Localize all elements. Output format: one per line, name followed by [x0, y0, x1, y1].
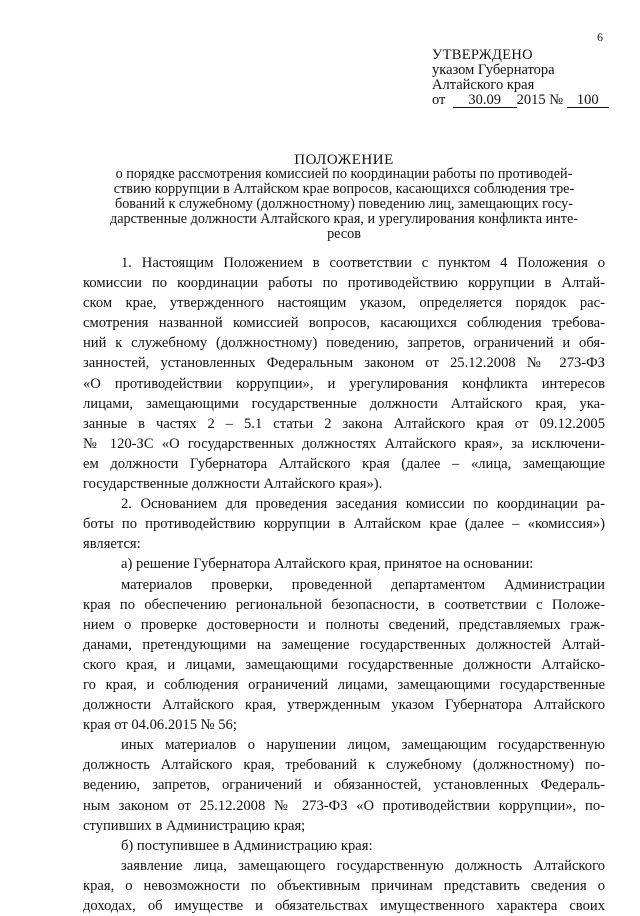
subtitle-line: ствию коррупции в Алтайском крае вопросов, касающихся соблюдения тре- — [113, 181, 575, 197]
approval-line-1: указом Губернатора — [432, 62, 555, 78]
approval-year: 2015 № — [516, 92, 564, 108]
body-text-line: занностей, установленных Федеральным законом от 25.12.2008 № 273-ФЗ — [83, 355, 605, 372]
page-number: 6 — [597, 30, 603, 44]
approval-number: 100 — [567, 94, 609, 108]
subtitle-line: ресов — [327, 226, 361, 242]
body-text-line: иных материалов о нарушении лицом, замещающим государственную — [121, 737, 605, 754]
body-text-line: ем должности Губернатора Алтайского края (далее – «лица, замещающие — [83, 455, 605, 472]
document-title: ПОЛОЖЕНИЕ — [294, 152, 394, 168]
body-text-line: данами, претендующими на замещение государственных должностей Алтай- — [83, 636, 605, 653]
body-text-line: должности Алтайского края, утвержденным указом Губернатора Алтайского — [83, 697, 605, 714]
approval-title: УТВЕРЖДЕНО — [432, 47, 533, 63]
body-text-line: № 120-ЗС «О государственных должностях Алтайского края», за исключени- — [83, 435, 605, 452]
body-text-line: ний к служебному (должностному) поведению, запретов, ограничений и обя- — [83, 335, 605, 352]
approval-stamp — [432, 48, 609, 108]
body-text-line: ского края, и лицами, замещающими государственные должности Алтайско- — [83, 656, 605, 673]
subtitle-line: о порядке рассмотрения комиссией по координации работы по противодей- — [115, 166, 573, 182]
body-text-line: края от 04.06.2015 № 56; — [83, 717, 237, 734]
approval-line-2: Алтайского края — [432, 77, 535, 93]
body-text-line: а) решение Губернатора Алтайского края, принятое на основании: — [121, 556, 534, 573]
body-text-line: материалов проверки, проведенной департаментом Администрации — [121, 576, 605, 593]
body-text-line: ным законом от 25.12.2008 № 273-ФЗ «О противодействии коррупции», по- — [83, 797, 605, 814]
approval-date: 30.09 — [453, 94, 517, 108]
body-text-line: должность Алтайского края, требований к служебному (должностному) по- — [83, 757, 605, 774]
body-text-line: государственные должности Алтайского края»). — [83, 476, 383, 493]
body-text-line: является: — [83, 536, 141, 553]
body-text-line: «О противодействии коррупции», и урегулирования конфликта интересов — [83, 375, 605, 392]
body-text-line: края, о невозможности по объективным причинам представить сведения о — [83, 877, 605, 894]
body-text-line: заявление лица, замещающего государственную должность Алтайского — [121, 857, 605, 874]
body-text-line: занные в частях 2 – 5.1 статьи 2 закона Алтайского края от 09.12.2005 — [83, 415, 605, 432]
body-text-line: края по обеспечению региональной безопасности, в соответствии с Положе- — [83, 596, 605, 613]
body-text-line: смотрения названной комиссией вопросов, касающихся соблюдения требова- — [83, 315, 605, 332]
body-text-line: ведению, запретов, ограничений и обязанностей, установленных Федераль- — [83, 777, 605, 794]
body-text-line: ском крае, утвержденного настоящим указом, определяется порядок рас- — [83, 295, 605, 312]
body-text-line: б) поступившее в Администрацию края: — [121, 837, 373, 854]
body-text-line: комиссии по координации работы по противодействию коррупции в Алтай- — [83, 275, 605, 292]
body-text-line: 1. Настоящим Положением в соответствии с пунктом 4 Положения о — [121, 255, 605, 271]
document-subtitle — [80, 167, 608, 242]
body-text-line: го края, и соблюдения ограничений лицами, замещающими государственные — [83, 676, 605, 693]
approval-from: от — [432, 92, 446, 108]
subtitle-line: дарственные должности Алтайского края, и урегулирования конфликта инте- — [110, 211, 578, 227]
subtitle-line: бований к служебному (должностному) поведению лиц, замещающих госу- — [115, 196, 573, 212]
body-text-line: боты по противодействию коррупции в Алтайском крае (далее – «комиссия») — [83, 516, 605, 533]
body-text-line: нием о проверке достоверности и полноты сведений, представляемых граж- — [83, 616, 605, 633]
body-text-line: доходах, об имуществе и обязательствах имущественного характера своих — [83, 898, 605, 914]
body-text-line: лицами, замещающими государственные должности Алтайского края, ука- — [83, 395, 605, 412]
body-text-line: ступивших в Администрацию края; — [83, 817, 306, 834]
body-text-line: 2. Основанием для проведения заседания комиссии по координации ра- — [121, 496, 605, 513]
document-body — [83, 253, 605, 916]
approval-date-line — [432, 93, 609, 108]
